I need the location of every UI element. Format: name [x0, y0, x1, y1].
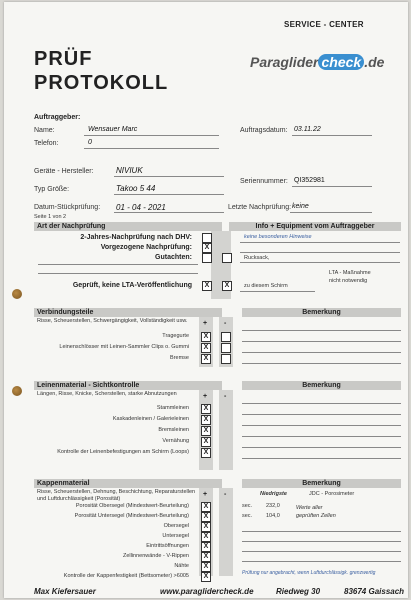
- typ-label: Typ Größe:: [34, 186, 70, 193]
- art-item-1-label: Vorgezogene Nachprüfung:: [100, 244, 192, 251]
- name-value: Wensauer Marc: [88, 126, 138, 133]
- kappen-sec-2: sec.: [242, 513, 253, 519]
- kappen-item-6-checkbox[interactable]: X: [201, 562, 211, 572]
- verbindung-item-1-minus[interactable]: [221, 343, 231, 353]
- kappen-sub2: und Luftdurchlässigkeit (Porosität): [37, 496, 121, 502]
- kappen-plus: +: [203, 491, 208, 498]
- kappen-item-3-label: Untersegel: [162, 533, 189, 539]
- leinen-item-2-label: Bremsleinen: [158, 427, 189, 433]
- kappen-value-2: 104,0: [266, 513, 280, 519]
- kappen-item-1-checkbox[interactable]: X: [201, 512, 211, 522]
- punch-hole-top: [12, 289, 22, 299]
- leinen-minus: -: [224, 393, 227, 400]
- verbindung-item-2-minus[interactable]: [221, 354, 231, 364]
- rucksack-label: Rucksack,: [244, 255, 270, 261]
- datum-label: Datum-Stückprüfung:: [34, 204, 101, 211]
- kappen-item-2-label: Obersegel: [163, 523, 189, 529]
- kappen-sub1: Risse, Scheuerstellen, Dehnung, Beschichtung, Reparaturstellen: [37, 489, 196, 495]
- serien-label: Seriennummer:: [240, 178, 288, 185]
- footer-street: Riedweg 30: [276, 587, 321, 596]
- auftragsdatum-value: 03.11.22: [294, 126, 321, 133]
- typ-value: Takoo 5 44: [116, 184, 156, 193]
- kappen-niedrigste: Niedrigste: [260, 491, 287, 497]
- lta-note2: nicht notwendig: [329, 278, 368, 284]
- kappen-minus: -: [224, 491, 227, 498]
- kappen-item-1-label: Porosität Untersegel (Mindestwert-Beurteilung): [74, 513, 189, 519]
- letzte-value: keine: [292, 203, 309, 210]
- datum-value: 01 - 04 - 2021: [116, 203, 166, 212]
- verbindung-item-0-checkbox[interactable]: X: [201, 332, 211, 342]
- kappen-sec-1: sec.: [242, 503, 253, 509]
- kappen-item-5-checkbox[interactable]: X: [201, 552, 211, 562]
- title-line2: PROTOKOLL: [34, 72, 169, 94]
- art-item-0-checkbox[interactable]: [202, 233, 212, 243]
- lta-note: LTA - Maßnahme: [329, 270, 371, 276]
- kappen-werte2: geprüften Zellen: [296, 513, 336, 519]
- info-line1: keine besonderen Hinweise: [244, 234, 312, 240]
- kappen-item-5-label: Zellinnenwände - V-Rippen: [122, 553, 189, 559]
- logo-text-paraglider: Paraglider: [250, 54, 319, 70]
- kappen-footer-note: Prüfung nur angebracht, wenn Luftdurchlässigk. grenzwertig: [242, 570, 376, 576]
- art-item-0-label: 2-Jahres-Nachprüfung nach DHV:: [80, 234, 192, 241]
- document-page: [4, 2, 408, 598]
- info-header: Info + Equipment vom Auftraggeber: [229, 222, 401, 231]
- verbindung-item-2-label: Bremse: [170, 355, 189, 361]
- verbindung-header: Verbindungsteile: [34, 308, 222, 317]
- name-label: Name:: [34, 127, 55, 134]
- leinen-item-3-label: Vernähung: [162, 438, 189, 444]
- leinen-item-4-checkbox[interactable]: X: [201, 448, 211, 458]
- art-item-1-checkbox[interactable]: X: [202, 243, 212, 253]
- verbindung-item-1-checkbox[interactable]: X: [201, 343, 211, 353]
- rucksack-checkbox[interactable]: [222, 253, 232, 263]
- leinen-item-1-checkbox[interactable]: X: [201, 415, 211, 425]
- leinen-item-0-checkbox[interactable]: X: [201, 404, 211, 414]
- kappen-item-6-label: Nähte: [174, 563, 189, 569]
- kappen-item-7-checkbox[interactable]: X: [201, 572, 211, 582]
- hersteller-value: NIVIUK: [116, 166, 143, 175]
- serien-value: QI352981: [294, 177, 325, 184]
- service-center-label: SERVICE - CENTER: [284, 20, 364, 29]
- leinen-item-1-label: Kaskadenleinen / Galerieleinen: [112, 416, 189, 422]
- kappen-item-0-checkbox[interactable]: X: [201, 502, 211, 512]
- kappen-item-7-label: Kontrolle der Kappenfestigkeit (Bettsometer) >6005: [63, 573, 189, 579]
- page-indicator: Seite 1 von 2: [34, 214, 67, 220]
- verbindung-bemerkung: Bemerkung: [242, 308, 401, 317]
- art-header: Art der Nachprüfung: [34, 222, 222, 231]
- leinen-item-2-checkbox[interactable]: X: [201, 426, 211, 436]
- kappen-item-3-checkbox[interactable]: X: [201, 532, 211, 542]
- telefon-value: 0: [88, 139, 92, 146]
- leinen-item-3-checkbox[interactable]: X: [201, 437, 211, 447]
- logo: [250, 54, 384, 70]
- footer-name: Max Kiefersauer: [34, 587, 96, 596]
- art-item-3-checkbox[interactable]: X: [202, 281, 212, 291]
- kappen-header: Kappenmaterial: [34, 479, 222, 488]
- kappen-item-2-checkbox[interactable]: X: [201, 522, 211, 532]
- kappen-item-4-label: Eintrittsöffnungen: [146, 543, 189, 549]
- leinen-plus: +: [203, 393, 208, 400]
- hersteller-label: Geräte - Hersteller:: [34, 168, 94, 175]
- telefon-label: Telefon:: [34, 140, 59, 147]
- kappen-item-0-label: Porosität Obersegel (Mindestwert-Beurteilung): [75, 503, 189, 509]
- footer-url[interactable]: www.paraglidercheck.de: [160, 587, 254, 596]
- verbindung-plus: +: [203, 320, 208, 327]
- leinen-header: Leinenmaterial - Sichtkontrolle: [34, 381, 222, 390]
- title-line1: PRÜF: [34, 48, 93, 70]
- verbindung-item-0-label: Tragegurte: [162, 333, 189, 339]
- leinen-item-0-label: Stammleinen: [156, 405, 189, 411]
- leinen-bemerkung: Bemerkung: [242, 381, 401, 390]
- schirm-checkbox[interactable]: X: [222, 281, 232, 291]
- leinen-sub: Längen, Risse, Knicke, Scherstellen, starke Abnutzungen: [37, 391, 177, 397]
- schirm-label: zu diesem Schirm: [244, 283, 288, 289]
- art-item-3-label: Geprüft, keine LTA-Veröffentlichung: [72, 282, 192, 289]
- kappen-jdc: JDC - Porosimeter: [309, 491, 355, 497]
- verbindung-item-0-minus[interactable]: [221, 332, 231, 342]
- art-item-2-label: Gutachten:: [155, 254, 192, 261]
- auftraggeber-label: Auftraggeber:: [34, 114, 81, 121]
- kappen-bemerkung: Bemerkung: [242, 479, 401, 488]
- kappen-werte1: Werte aller: [296, 505, 323, 511]
- kappen-value-1: 232,0: [266, 503, 280, 509]
- art-item-2-checkbox[interactable]: [202, 253, 212, 263]
- verbindung-sub: Risse, Scheuerstellen, Schwergängigkeit, Vollständigkeit usw.: [37, 318, 188, 324]
- punch-hole-bottom: [12, 386, 22, 396]
- verbindung-minus: -: [224, 320, 227, 327]
- logo-text-check: check: [318, 54, 364, 70]
- logo-text-de: .de: [364, 54, 385, 70]
- kappen-item-4-checkbox[interactable]: X: [201, 542, 211, 552]
- footer-city: 83674 Gaissach: [344, 587, 405, 596]
- auftragsdatum-label: Auftragsdatum:: [240, 127, 288, 134]
- verbindung-item-1-label: Leinenschlösser mit Leinen-Sammler Clips o. Gummi: [59, 344, 189, 350]
- verbindung-item-2-checkbox[interactable]: X: [201, 354, 211, 364]
- letzte-label: Letzte Nachprüfung:: [228, 204, 292, 211]
- leinen-item-4-label: Kontrolle der Leinenbefestigungen am Schirm (Loops): [57, 449, 189, 455]
